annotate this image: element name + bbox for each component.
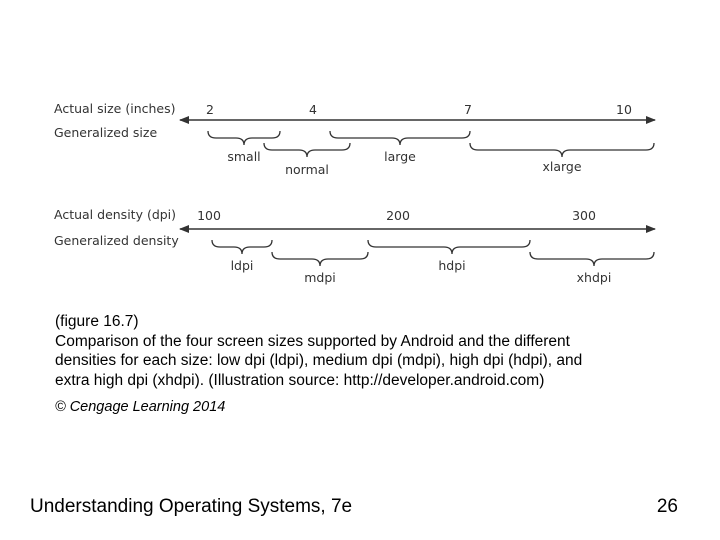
size-category-large: large (384, 149, 416, 164)
density-brace-hdpi (368, 240, 530, 254)
size-category-label: Generalized size (54, 125, 158, 140)
size-category-xlarge: xlarge (542, 159, 582, 174)
size-tick-label: 4 (309, 102, 317, 117)
density-brace-xhdpi (530, 252, 654, 266)
density-category-xhdpi: xhdpi (576, 270, 612, 285)
density-tick-label: 300 (572, 208, 596, 223)
size-tick-label: 10 (616, 102, 632, 117)
density-category-hdpi: hdpi (438, 258, 466, 273)
density-tick-label: 200 (386, 208, 410, 223)
figure-reference: (figure 16.7) (55, 313, 139, 330)
density-tick-label: 100 (197, 208, 221, 223)
figure-caption (55, 312, 695, 390)
size-category-small: small (227, 149, 261, 164)
size-brace-small (208, 131, 280, 145)
density-brace-ldpi (212, 240, 272, 254)
size-axis-label: Actual size (inches) (54, 101, 176, 116)
density-category-ldpi: ldpi (230, 258, 254, 273)
footer-book-title: Understanding Operating Systems, 7e (30, 496, 353, 517)
density-axis-label: Actual density (dpi) (54, 207, 177, 222)
copyright-notice: © Cengage Learning 2014 (55, 399, 226, 415)
size-tick-label: 7 (464, 102, 472, 117)
caption-line: extra high dpi (xhdpi). (Illustration source: http://developer.android.com) (55, 371, 545, 389)
caption-line: Comparison of the four screen sizes supported by Android and the different (55, 332, 570, 350)
size-brace-normal (264, 143, 350, 157)
size-category-normal: normal (285, 162, 329, 177)
size-tick-label: 2 (206, 102, 214, 117)
size-brace-xlarge (470, 143, 654, 157)
density-category-label: Generalized density (54, 233, 179, 248)
page-number: 26 (656, 496, 678, 517)
density-brace-mdpi (272, 252, 368, 266)
caption-line: densities for each size: low dpi (ldpi), medium dpi (mdpi), high dpi (hdpi), and (55, 352, 583, 369)
size-brace-large (330, 131, 470, 145)
density-category-mdpi: mdpi (304, 270, 336, 285)
